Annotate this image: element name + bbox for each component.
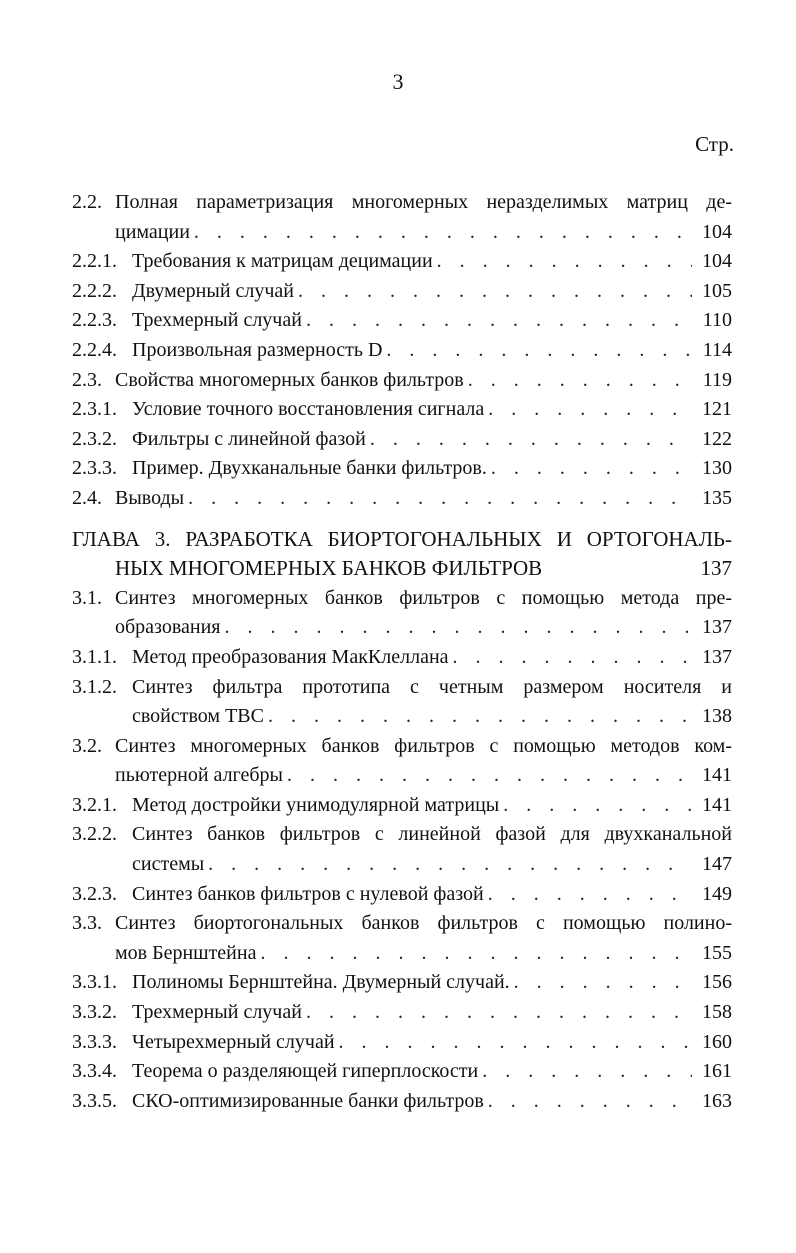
toc-page-number: 141 (702, 764, 732, 787)
toc-entry[interactable] (72, 820, 732, 879)
toc-entry-title: Теорема о разделяющей гиперплоскости (132, 1060, 479, 1083)
toc-entry-number: 3.1. (72, 586, 102, 609)
toc-page-number: 138 (702, 705, 732, 728)
dot-leader (298, 277, 692, 307)
toc-entry-title: Трехмерный случай (132, 1001, 302, 1024)
toc-entry[interactable] (72, 791, 732, 821)
toc-entry[interactable] (72, 454, 732, 484)
toc-entry-title: Полиномы Бернштейна. Двумерный случай. (132, 971, 510, 994)
toc-entry-number: 3.2.2. (72, 823, 117, 846)
toc-entry[interactable] (72, 247, 732, 277)
toc-entry-title: мов Бернштейна (115, 941, 257, 964)
dot-leader (503, 791, 692, 821)
toc-entry-number: 3.1.2. (72, 675, 117, 698)
toc-entry[interactable] (72, 909, 732, 968)
toc-entry-number: 2.2. (72, 191, 102, 213)
toc-entry[interactable] (72, 584, 732, 643)
toc-section-chapter3 (72, 584, 732, 1117)
toc-entry-title: Синтез многомерных банков фильтров с помощью методов ком- (115, 734, 732, 757)
dot-leader (437, 247, 692, 277)
toc-entry-title: Полная параметризация многомерных неразделимых матриц де- (115, 191, 732, 213)
toc-entry-title: Синтез биортогональных банков фильтров с помощью полино- (115, 912, 732, 935)
toc-entry[interactable] (72, 425, 732, 455)
toc-chapter-title-line: НЫХ МНОГОМЕРНЫХ БАНКОВ ФИЛЬТРОВ (115, 556, 543, 581)
toc-entry[interactable] (72, 673, 732, 732)
toc-entry-number: 2.3.2. (72, 427, 117, 450)
dot-leader (268, 702, 692, 732)
toc-entry[interactable] (72, 277, 732, 307)
toc-entry-title: цимации (115, 220, 190, 243)
dot-leader (225, 613, 693, 643)
toc-entry-number: 3.3.2. (72, 1001, 117, 1024)
toc-entry-number: 3.3.3. (72, 1030, 117, 1053)
toc-entry-title: СКО-оптимизированные банки фильтров (132, 1089, 484, 1112)
dot-leader (188, 484, 692, 514)
dot-leader (386, 336, 692, 366)
dot-leader (488, 1087, 692, 1117)
toc-entry-title: Выводы (115, 486, 185, 509)
toc-entry-title: Метод достройки унимодулярной матрицы (132, 793, 500, 816)
toc-page-number: 158 (702, 1001, 732, 1024)
toc-entry-number: 3.2.1. (72, 793, 117, 816)
toc-entry-title: Требования к матрицам децимации (132, 250, 433, 273)
toc-entry-title: Синтез банков фильтров с линейной фазой для двухканальной (132, 823, 732, 846)
toc-entry[interactable] (72, 366, 732, 396)
toc-entry-title: пьютерной алгебры (115, 764, 283, 787)
toc-entry-title: системы (132, 853, 205, 876)
dot-leader (260, 939, 692, 969)
toc-entry-number: 3.3.1. (72, 971, 117, 994)
dot-leader (491, 454, 692, 484)
toc-entry-number: 2.3.3. (72, 457, 117, 480)
toc-entry[interactable] (72, 395, 732, 425)
page-number: 3 (392, 69, 404, 94)
toc-entry-number: 2.2.3. (72, 309, 117, 332)
toc-page-number: 122 (702, 427, 732, 450)
dot-leader (453, 643, 692, 673)
toc-page-number: 119 (702, 368, 732, 391)
toc-entry-title: образования (115, 616, 221, 639)
toc-entry[interactable] (72, 484, 732, 514)
toc-page-number: 137 (702, 616, 732, 639)
toc-page-number: 130 (702, 457, 732, 480)
toc-page-number: 149 (702, 882, 732, 905)
dot-leader (306, 306, 692, 336)
toc-entry-number: 3.2.3. (72, 882, 117, 905)
toc-chapter-title-line: ГЛАВА 3. РАЗРАБОТКА БИОРТОГОНАЛЬНЫХ И ОРТОГОНАЛЬ- (72, 526, 732, 551)
toc-page-number: 105 (702, 279, 732, 302)
dot-leader (194, 218, 692, 248)
toc-entry[interactable] (72, 968, 732, 998)
table-of-contents (72, 188, 732, 1116)
toc-section-chapter2 (72, 188, 732, 514)
toc-entry-number: 3.2. (72, 734, 102, 757)
toc-entry-title: Синтез многомерных банков фильтров с помощью метода пре- (115, 586, 732, 609)
toc-page-number: 135 (702, 486, 732, 509)
toc-entry-number: 2.2.2. (72, 279, 117, 302)
toc-entry[interactable] (72, 998, 732, 1028)
toc-entry[interactable] (72, 1087, 732, 1117)
dot-leader (370, 425, 692, 455)
toc-entry[interactable] (72, 336, 732, 366)
dot-leader (306, 998, 692, 1028)
toc-entry-number: 3.3.5. (72, 1089, 117, 1112)
toc-entry[interactable] (72, 1057, 732, 1087)
toc-entry-number: 3.3.4. (72, 1060, 117, 1083)
toc-entry-number: 2.3.1. (72, 398, 117, 421)
toc-page-number: 104 (702, 250, 732, 273)
toc-page-number: 156 (702, 971, 732, 994)
toc-entry[interactable] (72, 732, 732, 791)
toc-page-number: 160 (702, 1030, 732, 1053)
toc-page-number: 155 (702, 941, 732, 964)
toc-entry[interactable] (72, 1028, 732, 1058)
toc-page-number: 104 (702, 220, 732, 243)
toc-entry-number: 2.2.1. (72, 250, 117, 273)
toc-entry-title: Синтез банков фильтров с нулевой фазой (132, 882, 484, 905)
toc-entry-title: Метод преобразования МакКлеллана (132, 645, 449, 668)
toc-page-number: 141 (702, 793, 732, 816)
toc-page-number: 114 (702, 338, 732, 361)
toc-page-number: 147 (702, 853, 732, 876)
toc-entry-number: 2.3. (72, 368, 102, 391)
toc-entry-title: Свойства многомерных банков фильтров (115, 368, 464, 391)
toc-entry[interactable] (72, 880, 732, 910)
toc-entry-title: свойством ТВС (132, 705, 264, 728)
toc-entry-title: Условие точного восстановления сигнала (132, 398, 485, 421)
toc-entry-number: 2.2.4. (72, 338, 117, 361)
dot-leader (488, 880, 692, 910)
dot-leader (208, 850, 692, 880)
toc-page-number: 121 (702, 398, 732, 421)
toc-entry-title: Фильтры с линейной фазой (132, 427, 366, 450)
toc-entry-title: Пример. Двухканальные банки фильтров. (132, 457, 487, 480)
toc-page-number: 161 (702, 1060, 732, 1083)
toc-page-number: 137 (702, 645, 732, 668)
dot-leader (488, 395, 692, 425)
toc-entry[interactable] (72, 306, 732, 336)
dot-leader (514, 968, 692, 998)
toc-entry-number: 3.1.1. (72, 645, 117, 668)
toc-entry-title: Четырехмерный случай (132, 1030, 335, 1053)
toc-entry-number: 3.3. (72, 912, 102, 935)
toc-entry-number: 2.4. (72, 486, 102, 509)
toc-page-number: 163 (702, 1089, 732, 1112)
page-column-label: Стр. (695, 132, 734, 156)
toc-page-number: 110 (702, 309, 732, 332)
toc-chapter-heading[interactable] (72, 525, 732, 584)
dot-leader (482, 1057, 692, 1087)
dot-leader (468, 366, 692, 396)
toc-entry[interactable] (72, 188, 732, 247)
toc-entry-title: Двумерный случай (132, 279, 295, 302)
toc-entry-title: Трехмерный случай (132, 309, 302, 332)
dot-leader (287, 761, 692, 791)
toc-page-number: 137 (700, 556, 732, 581)
toc-entry-title: Произвольная размерность D (132, 338, 383, 361)
toc-entry-title: Синтез фильтра прототипа с четным размером носителя и (132, 675, 732, 698)
toc-entry[interactable] (72, 643, 732, 673)
dot-leader (339, 1028, 692, 1058)
